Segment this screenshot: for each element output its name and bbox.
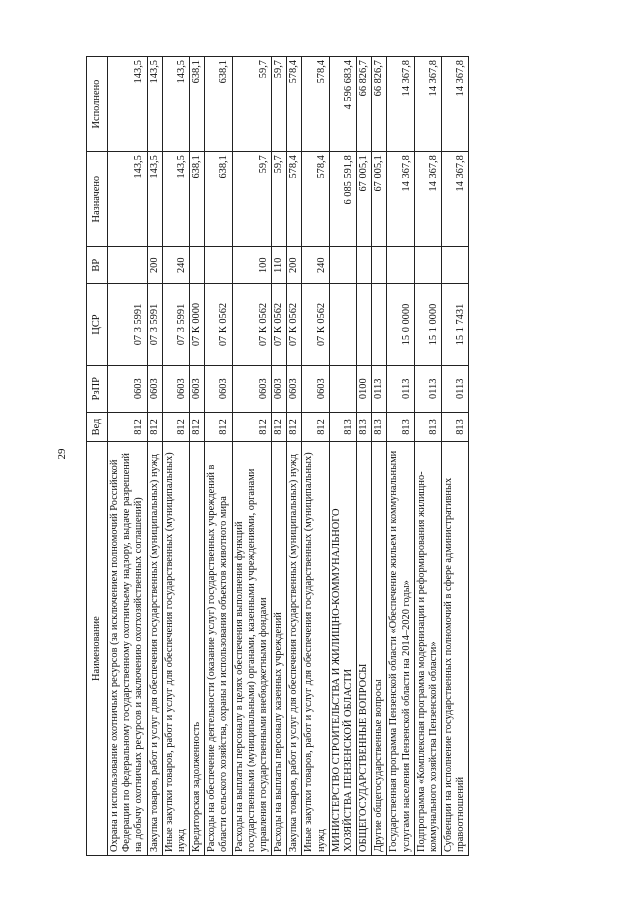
- row-rzpr-cell: 0603: [162, 365, 189, 412]
- table-row: [272, 57, 287, 856]
- row-csr-cell: 07 К 0562: [205, 284, 232, 366]
- row-ved-cell: 813: [387, 412, 414, 442]
- row-vr-cell: 240: [162, 247, 189, 284]
- table-row: [108, 57, 148, 856]
- row-vr-cell: [108, 247, 148, 284]
- row-name-cell: Кредиторская задолженность: [190, 442, 205, 856]
- row-rzpr-cell: 0113: [442, 365, 469, 412]
- row-isp-cell: 638,1: [190, 57, 205, 152]
- row-isp-cell: 66 826,7: [372, 57, 387, 152]
- row-isp-cell: 66 826,7: [357, 57, 372, 152]
- row-rzpr-cell: 0113: [414, 365, 441, 412]
- row-csr-cell: 07 К 0562: [232, 284, 272, 366]
- row-nazn-cell: 638,1: [205, 152, 232, 247]
- row-nazn-cell: 14 367,8: [442, 152, 469, 247]
- row-ved-cell: 812: [108, 412, 148, 442]
- row-vr-cell: [372, 247, 387, 284]
- header-ved: Вед: [87, 412, 108, 442]
- row-vr-cell: [329, 247, 356, 284]
- row-name-cell: Закупка товаров, работ и услуг для обеспечения государственных (муниципальных) нужд: [287, 442, 302, 856]
- row-nazn-cell: 59,7: [272, 152, 287, 247]
- table-row: [414, 57, 441, 856]
- row-isp-cell: 59,7: [272, 57, 287, 152]
- row-rzpr-cell: 0113: [372, 365, 387, 412]
- table-row: [147, 57, 162, 856]
- row-nazn-cell: 67 005,1: [357, 152, 372, 247]
- table-row: [357, 57, 372, 856]
- rotated-page-content: [86, 56, 606, 856]
- row-name-cell: Расходы на обеспечение деятельности (оказание услуг) государственных учреждений в области сельского хозяйства, охраны и использования объектов животного мира: [205, 442, 232, 856]
- row-rzpr-cell: 0603: [272, 365, 287, 412]
- row-ved-cell: 812: [147, 412, 162, 442]
- row-nazn-cell: 59,7: [232, 152, 272, 247]
- header-vr: ВР: [87, 247, 108, 284]
- table-row: [162, 57, 189, 856]
- row-csr-cell: 07 К 0562: [302, 284, 329, 366]
- row-ved-cell: 813: [329, 412, 356, 442]
- row-rzpr-cell: 0603: [108, 365, 148, 412]
- table-row: [190, 57, 205, 856]
- row-csr-cell: 07 3 5991: [162, 284, 189, 366]
- row-vr-cell: [442, 247, 469, 284]
- table-header-row: [87, 57, 108, 856]
- row-nazn-cell: 143,5: [162, 152, 189, 247]
- row-name-cell: Государственная программа Пензенской области «Обеспечение жильем и коммунальными услугами населения Пензенской области на 2014–2020 годы»: [387, 442, 414, 856]
- row-isp-cell: 14 367,8: [414, 57, 441, 152]
- table-row: [372, 57, 387, 856]
- row-isp-cell: 638,1: [205, 57, 232, 152]
- table-row: [232, 57, 272, 856]
- row-csr-cell: [357, 284, 372, 366]
- row-nazn-cell: 638,1: [190, 152, 205, 247]
- row-nazn-cell: 6 085 591,8: [329, 152, 356, 247]
- row-nazn-cell: 143,5: [147, 152, 162, 247]
- row-vr-cell: [414, 247, 441, 284]
- row-vr-cell: 110: [272, 247, 287, 284]
- row-isp-cell: 59,7: [232, 57, 272, 152]
- row-csr-cell: 07 К 0562: [272, 284, 287, 366]
- row-rzpr-cell: 0603: [232, 365, 272, 412]
- table-row: [387, 57, 414, 856]
- row-vr-cell: [387, 247, 414, 284]
- row-ved-cell: 812: [162, 412, 189, 442]
- table-row: [442, 57, 469, 856]
- row-csr-cell: [329, 284, 356, 366]
- row-ved-cell: 812: [287, 412, 302, 442]
- row-nazn-cell: 67 005,1: [372, 152, 387, 247]
- row-vr-cell: 240: [302, 247, 329, 284]
- row-isp-cell: 578,4: [287, 57, 302, 152]
- row-vr-cell: 200: [287, 247, 302, 284]
- row-nazn-cell: 14 367,8: [387, 152, 414, 247]
- header-rzpr: РзПР: [87, 365, 108, 412]
- row-nazn-cell: 14 367,8: [414, 152, 441, 247]
- row-name-cell: Иные закупки товаров, работ и услуг для обеспечения государственных (муниципальных) нужд: [302, 442, 329, 856]
- row-ved-cell: 812: [272, 412, 287, 442]
- row-isp-cell: 143,5: [147, 57, 162, 152]
- table-row: [287, 57, 302, 856]
- table-body: [108, 57, 469, 856]
- row-csr-cell: 07 К 0562: [287, 284, 302, 366]
- row-ved-cell: 813: [372, 412, 387, 442]
- row-isp-cell: 14 367,8: [387, 57, 414, 152]
- row-nazn-cell: 143,5: [108, 152, 148, 247]
- row-rzpr-cell: 0113: [387, 365, 414, 412]
- row-name-cell: Расходы на выплаты персоналу в целях обеспечения выполнения функций государственными (муниципальными) органами, казенными учреждениями, органами управления государственными внебюджетными фондами: [232, 442, 272, 856]
- row-name-cell: Другие общегосударственные вопросы: [372, 442, 387, 856]
- row-nazn-cell: 578,4: [302, 152, 329, 247]
- row-name-cell: Субвенции на исполнение государственных полномочий в сфере административных правоотношений: [442, 442, 469, 856]
- row-csr-cell: 07 3 5991: [147, 284, 162, 366]
- row-vr-cell: [357, 247, 372, 284]
- row-csr-cell: 07 3 5991: [108, 284, 148, 366]
- row-rzpr-cell: 0603: [147, 365, 162, 412]
- header-csr: ЦСР: [87, 284, 108, 366]
- header-name: Наименование: [87, 442, 108, 856]
- row-rzpr-cell: 0603: [287, 365, 302, 412]
- row-name-cell: Закупка товаров, работ и услуг для обеспечения государственных (муниципальных) нужд: [147, 442, 162, 856]
- row-csr-cell: [372, 284, 387, 366]
- row-name-cell: ОБЩЕГОСУДАРСТВЕННЫЕ ВОПРОСЫ: [357, 442, 372, 856]
- row-isp-cell: 14 367,8: [442, 57, 469, 152]
- row-isp-cell: 143,5: [162, 57, 189, 152]
- header-nazn: Назначено: [87, 152, 108, 247]
- table-row: [329, 57, 356, 856]
- row-vr-cell: 100: [232, 247, 272, 284]
- budget-table: [86, 56, 469, 856]
- row-name-cell: МИНИСТЕРСТВО СТРОИТЕЛЬСТВА И ЖИЛИЩНО-КОММУНАЛЬНОГО ХОЗЯЙСТВА ПЕНЗЕНСКОЙ ОБЛАСТИ: [329, 442, 356, 856]
- row-isp-cell: 578,4: [302, 57, 329, 152]
- row-ved-cell: 812: [205, 412, 232, 442]
- row-vr-cell: 200: [147, 247, 162, 284]
- row-ved-cell: 813: [357, 412, 372, 442]
- row-name-cell: Подпрограмма «Комплексная программа модернизации и реформирования жилищно-коммунального хозяйства Пензенской области»: [414, 442, 441, 856]
- row-nazn-cell: 578,4: [287, 152, 302, 247]
- row-ved-cell: 813: [442, 412, 469, 442]
- row-csr-cell: 15 0 0000: [387, 284, 414, 366]
- table-row: [302, 57, 329, 856]
- row-ved-cell: 812: [190, 412, 205, 442]
- row-ved-cell: 812: [232, 412, 272, 442]
- header-isp: Исполнено: [87, 57, 108, 152]
- row-vr-cell: [190, 247, 205, 284]
- row-name-cell: Охрана и использование охотничьих ресурсов (за исключением полномочий Российской Федерации по федеральному государственному охотничьему надзору, выдаче разрешений на добычу охотничьих ресурсов и заключению охотхозяйственных соглашений): [108, 442, 148, 856]
- row-name-cell: Расходы на выплаты персоналу казенных учреждений: [272, 442, 287, 856]
- row-name-cell: Иные закупки товаров, работ и услуг для обеспечения государственных (муниципальных) нужд: [162, 442, 189, 856]
- row-csr-cell: 07 К 0000: [190, 284, 205, 366]
- row-isp-cell: 143,5: [108, 57, 148, 152]
- row-rzpr-cell: 0603: [205, 365, 232, 412]
- row-rzpr-cell: 0603: [190, 365, 205, 412]
- page-number: 29: [56, 448, 68, 460]
- row-ved-cell: 813: [414, 412, 441, 442]
- row-ved-cell: 812: [302, 412, 329, 442]
- row-isp-cell: 4 596 683,4: [329, 57, 356, 152]
- row-rzpr-cell: [329, 365, 356, 412]
- row-vr-cell: [205, 247, 232, 284]
- row-csr-cell: 15 1 7431: [442, 284, 469, 366]
- table-row: [205, 57, 232, 856]
- row-rzpr-cell: 0603: [302, 365, 329, 412]
- row-csr-cell: 15 1 0000: [414, 284, 441, 366]
- row-rzpr-cell: 0100: [357, 365, 372, 412]
